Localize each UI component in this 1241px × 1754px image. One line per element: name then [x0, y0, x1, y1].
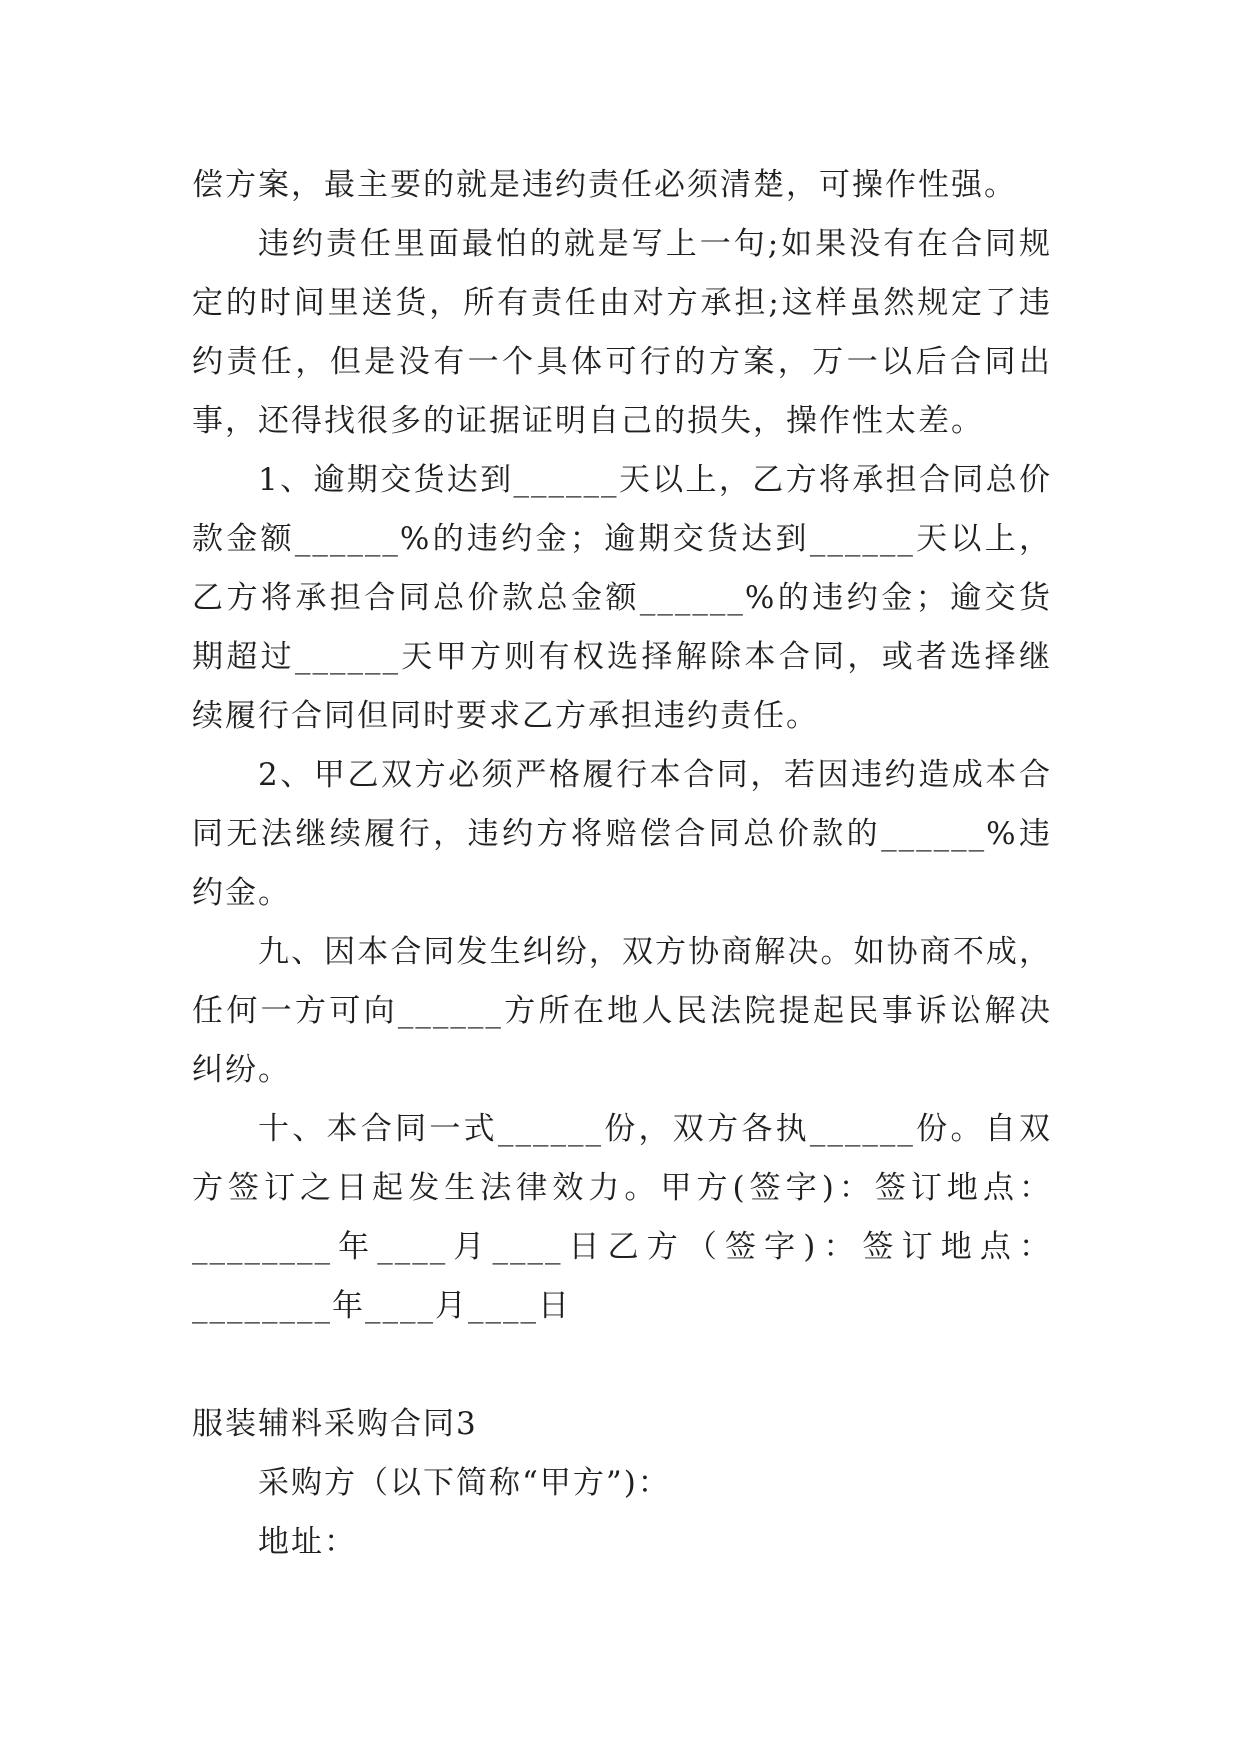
address-line: 地址：: [258, 1524, 357, 1560]
paragraph-liability-intro: 违约责任里面最怕的就是写上一句;如果没有在合同规定的时间里送货，所有责任由对方承担;这样虽然规定了违约责任，但是没有一个具体可行的方案，万一以后合同出事，还得找很多的证据证明自己的损失，操作性太差。: [192, 226, 1052, 439]
paragraph-continuation: 偿方案，最主要的就是违约责任必须清楚，可操作性强。: [192, 167, 1017, 203]
clause-nine-disputes: 九、因本合同发生纠纷，双方协商解决。如协商不成，任何一方可向______方所在地人民法院提起民事诉讼解决纠纷。: [192, 934, 1052, 1088]
document-body: [192, 156, 1052, 1572]
section-title: 服装辅料采购合同3: [192, 1406, 478, 1442]
clause-breach-penalty: 2、甲乙双方必须严格履行本合同，若因违约造成本合同无法继续履行，违约方将赔偿合同总价款的______%违约金。: [192, 757, 1052, 911]
spacer: [192, 1336, 1052, 1395]
clause-late-delivery: 1、逾期交货达到______天以上，乙方将承担合同总价款金额______%的违约金；逾期交货达到______天以上，乙方将承担合同总价款总金额______%的违约金；逾交货期超过______天甲方则有权选择解除本合同，或者选择继续履行合同但同时要求乙方承担违约责任。: [192, 462, 1052, 734]
purchaser-line: 采购方（以下简称“甲方”)：: [258, 1465, 671, 1501]
clause-ten-copies-signatures: 十、本合同一式______份，双方各执______份。自双方签订之日起发生法律效力。甲方(签字)：签订地点：________年____月____日乙方（签字)：签订地点：________年____月____日: [192, 1111, 1052, 1324]
